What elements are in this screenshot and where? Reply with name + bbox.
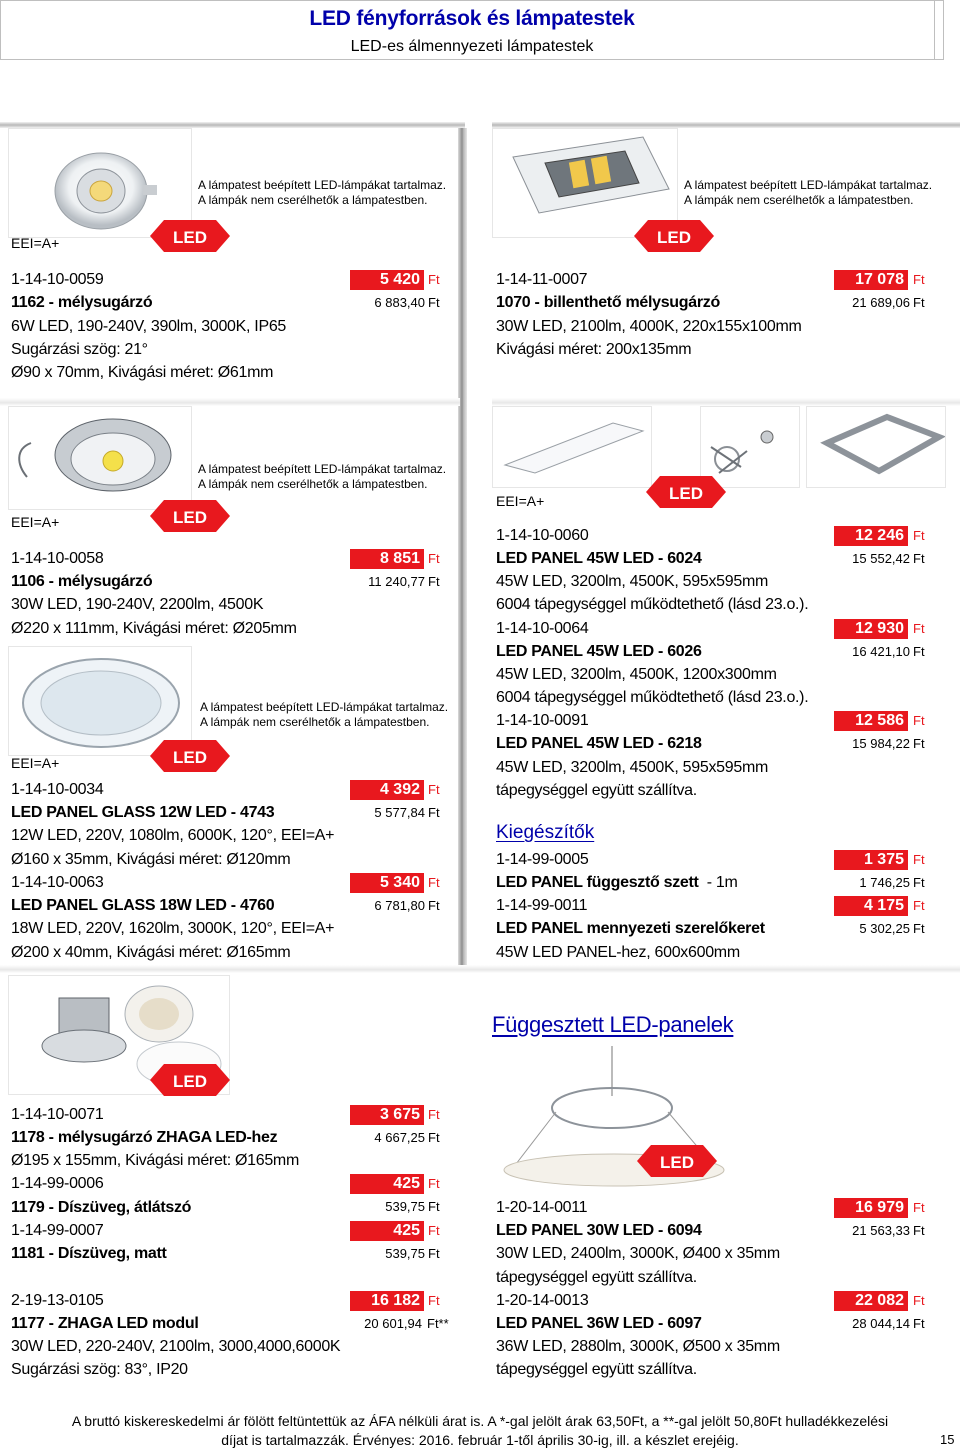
price-box: 1 375 (834, 850, 908, 870)
led-badge-icon (150, 220, 230, 252)
product-spec: Kivágási méret: 200x135mm (496, 341, 692, 358)
product-code: 1-14-10-0064 (496, 620, 589, 637)
currency: Ft (428, 875, 440, 890)
note-block-1: A lámpatest beépített LED-lámpákat tartalmaz. A lámpák nem cserélhetők a lámpatestben. (198, 178, 447, 207)
product-spec: 18W LED, 220V, 1620lm, 3000K, 120°, EEI=A+ (11, 920, 335, 937)
product-code: 2-19-13-0105 (11, 1292, 104, 1309)
product-name: LED PANEL függesztő szett - 1m (496, 874, 738, 891)
product-spec: Ø160 x 35mm, Kivágási méret: Ø120mm (11, 851, 291, 868)
product-code: 1-14-10-0071 (11, 1106, 104, 1123)
led-badge-icon (150, 1064, 230, 1096)
net-currency: Ft (428, 1199, 440, 1214)
price-box: 4 175 (834, 896, 908, 916)
svg-text:LED: LED (173, 508, 207, 527)
eei-label: EEI=A+ (11, 755, 60, 771)
product-spec: 6004 tápegységgel működtethető (lásd 23.o.). (496, 596, 809, 613)
product-code: 1-14-10-0091 (496, 712, 589, 729)
product-spec: 6004 tápegységgel működtethető (lásd 23.o.). (496, 689, 809, 706)
product-code: 1-14-99-0005 (496, 851, 589, 868)
note-block-2: A lámpatest beépített LED-lámpákat tartalmaz. A lámpák nem cserélhetők a lámpatestben. (684, 178, 933, 207)
eei-label: EEI=A+ (11, 514, 60, 530)
product-spec: 45W LED PANEL-hez, 600x600mm (496, 944, 740, 961)
net-currency: Ft (913, 1223, 925, 1238)
price-box: 425 (350, 1221, 424, 1241)
price-box: 12 246 (834, 526, 908, 546)
product-name: 1181 - Díszüveg, matt (11, 1245, 167, 1262)
net-price: 5 577,84 (374, 805, 425, 820)
product-spec: 36W LED, 2880lm, 3000K, Ø500 x 35mm (496, 1338, 780, 1355)
net-currency: Ft (913, 875, 925, 890)
page-header (0, 0, 944, 60)
svg-text:LED: LED (173, 228, 207, 247)
section-title-accessories: Kiegészítők (496, 822, 595, 843)
net-price: 20 601,94 (364, 1316, 422, 1331)
net-currency: Ft (913, 644, 925, 659)
price-box: 16 182 (350, 1291, 424, 1311)
svg-text:LED: LED (660, 1153, 694, 1172)
price-box: 12 586 (834, 711, 908, 731)
page-number: 15 (940, 1432, 955, 1447)
led-badge-icon (634, 220, 714, 252)
product-spec: 12W LED, 220V, 1080lm, 6000K, 120°, EEI=A+ (11, 827, 335, 844)
price-box: 425 (350, 1174, 424, 1194)
svg-text:LED: LED (173, 748, 207, 767)
eei-label: EEI=A+ (496, 493, 545, 509)
product-code: 1-20-14-0013 (496, 1292, 589, 1309)
product-spec: 45W LED, 3200lm, 4500K, 595x595mm (496, 759, 769, 776)
footer-line-2: díjat is tartalmazzák. Érvényes: 2016. február 1-től április 30-ig, ill. a készlet erejéig. (221, 1432, 739, 1448)
net-price: 5 302,25 (859, 921, 910, 936)
product-photo-panel (492, 406, 652, 488)
product-name: 1070 - billenthető mélysugárzó (496, 294, 720, 311)
product-code: 1-14-99-0007 (11, 1222, 104, 1239)
mount-frame-image (807, 407, 946, 488)
net-currency: Ft (913, 1316, 925, 1331)
net-currency: Ft (913, 736, 925, 751)
product-code: 1-14-10-0034 (11, 781, 104, 798)
led-panel-image (493, 407, 652, 488)
product-spec: Ø195 x 155mm, Kivágási méret: Ø165mm (11, 1152, 299, 1169)
price-box: 16 979 (834, 1198, 908, 1218)
product-name: LED PANEL 45W LED - 6026 (496, 643, 702, 660)
net-price: 28 044,14 (852, 1316, 910, 1331)
net-currency: Ft (428, 1130, 440, 1145)
page-subtitle: LED-es álmennyezeti lámpatestek (350, 38, 594, 55)
net-currency: Ft (428, 1246, 440, 1261)
net-currency: Ft (428, 898, 440, 913)
product-name: 1178 - mélysugárzó ZHAGA LED-hez (11, 1129, 278, 1146)
product-spec: tápegységgel együtt szállítva. (496, 782, 697, 799)
currency: Ft (428, 1107, 440, 1122)
net-price: 1 746,25 (859, 875, 910, 890)
product-code: 1-14-99-0006 (11, 1175, 104, 1192)
net-currency: Ft (913, 921, 925, 936)
net-price: 6 781,80 (374, 898, 425, 913)
net-currency: Ft (428, 574, 440, 589)
product-spec: tápegységgel együtt szállítva. (496, 1269, 697, 1286)
product-spec: 30W LED, 190-240V, 2200lm, 4500K (11, 596, 264, 613)
net-price: 539,75 (385, 1246, 425, 1261)
product-name: LED PANEL GLASS 12W LED - 4743 (11, 804, 275, 821)
net-price: 4 667,25 (374, 1130, 425, 1145)
band-left-mid (0, 398, 460, 406)
price-box: 5 340 (350, 873, 424, 893)
price-box: 8 851 (350, 549, 424, 569)
footer-line-1: A bruttó kiskereskedelmi ár fölött feltüntettük az ÁFA nélküli árat is. A *-gal jelölt árak 63,50Ft, a **-gal jelölt 50,80Ft hulladékkezelési (71, 1413, 889, 1429)
currency: Ft (428, 1176, 440, 1191)
currency: Ft (913, 1200, 925, 1215)
product-code: 1-14-10-0060 (496, 527, 589, 544)
svg-text:LED: LED (657, 228, 691, 247)
product-spec: 45W LED, 3200lm, 4500K, 595x595mm (496, 573, 769, 590)
currency: Ft (428, 1223, 440, 1238)
product-spec: tápegységgel együtt szállítva. (496, 1361, 697, 1378)
currency: Ft (428, 272, 440, 287)
note-block-4: A lámpatest beépített LED-lámpákat tartalmaz. A lámpák nem cserélhetők a lámpatestben. (200, 700, 449, 729)
price-box: 12 930 (834, 619, 908, 639)
product-name: 1177 - ZHAGA LED modul (11, 1315, 199, 1332)
currency: Ft (913, 1293, 925, 1308)
led-badge-icon (150, 740, 230, 772)
product-spec: Sugárzási szög: 21° (11, 341, 148, 358)
cob-downlight-image (9, 407, 192, 510)
band-bottom (0, 965, 960, 973)
net-price: 15 552,42 (852, 551, 910, 566)
product-name: 1162 - mélysugárzó (11, 294, 153, 311)
section-title-hanging: Függesztett LED-panelek (492, 1012, 734, 1037)
price-box: 4 392 (350, 780, 424, 800)
product-code: 1-14-99-0011 (496, 897, 588, 914)
product-spec: Ø220 x 111mm, Kivágási méret: Ø205mm (11, 620, 297, 637)
product-spec: 30W LED, 2400lm, 3000K, Ø400 x 35mm (496, 1245, 780, 1262)
product-name: 1106 - mélysugárzó (11, 573, 153, 590)
net-currency: Ft** (427, 1316, 449, 1331)
price-box: 3 675 (350, 1105, 424, 1125)
product-spec: Ø90 x 70mm, Kivágási méret: Ø61mm (11, 364, 274, 381)
led-badge-icon (637, 1145, 717, 1177)
product-spec: 30W LED, 220-240V, 2100lm, 3000,4000,6000K (11, 1338, 341, 1355)
product-name: 1179 - Díszüveg, átlátszó (11, 1199, 192, 1216)
net-price: 15 984,22 (852, 736, 910, 751)
note-block-3: A lámpatest beépített LED-lámpákat tartalmaz. A lámpák nem cserélhetők a lámpatestben. (198, 462, 447, 491)
net-currency: Ft (913, 551, 925, 566)
currency: Ft (913, 528, 925, 543)
net-price: 6 883,40 (374, 295, 425, 310)
currency: Ft (913, 852, 925, 867)
led-badge-icon (646, 476, 726, 508)
net-currency: Ft (428, 805, 440, 820)
column-divider (458, 128, 467, 968)
currency: Ft (913, 272, 925, 287)
currency: Ft (428, 782, 440, 797)
band-right-mid (492, 398, 960, 406)
product-code: 1-14-10-0059 (11, 271, 104, 288)
led-badge-icon (150, 500, 230, 532)
net-price: 21 563,33 (852, 1223, 910, 1238)
price-box: 5 420 (350, 270, 424, 290)
product-name: LED PANEL 45W LED - 6218 (496, 735, 702, 752)
net-price: 21 689,06 (852, 295, 910, 310)
product-code: 1-20-14-0011 (496, 1199, 588, 1216)
product-photo-frame (806, 406, 946, 488)
product-photo-0058 (8, 406, 192, 510)
product-spec: Sugárzási szög: 83°, IP20 (11, 1361, 188, 1378)
net-price: 11 240,77 (368, 574, 425, 589)
product-name: LED PANEL 30W LED - 6094 (496, 1222, 702, 1239)
net-price: 539,75 (385, 1199, 425, 1214)
svg-text:LED: LED (173, 1072, 207, 1091)
currency: Ft (913, 621, 925, 636)
product-code: 1-14-10-0058 (11, 550, 104, 567)
product-name: LED PANEL 36W LED - 6097 (496, 1315, 702, 1332)
currency: Ft (913, 898, 925, 913)
product-spec: 45W LED, 3200lm, 4500K, 1200x300mm (496, 666, 777, 683)
product-name: LED PANEL GLASS 18W LED - 4760 (11, 897, 275, 914)
net-currency: Ft (428, 295, 440, 310)
product-spec: Ø200 x 40mm, Kivágási méret: Ø165mm (11, 944, 291, 961)
svg-text:LED: LED (669, 484, 703, 503)
currency: Ft (428, 551, 440, 566)
header-edge (934, 0, 935, 60)
price-box: 22 082 (834, 1291, 908, 1311)
product-code: 1-14-10-0063 (11, 874, 104, 891)
page-title: LED fényforrások és lámpatestek (309, 7, 635, 30)
product-name: LED PANEL mennyezeti szerelőkeret (496, 920, 765, 937)
price-box: 17 078 (834, 270, 908, 290)
currency: Ft (428, 1293, 440, 1308)
net-price: 16 421,10 (852, 644, 910, 659)
currency: Ft (913, 713, 925, 728)
product-code: 1-14-11-0007 (496, 271, 588, 288)
product-spec: 6W LED, 190-240V, 390lm, 3000K, IP65 (11, 318, 287, 335)
product-name: LED PANEL 45W LED - 6024 (496, 550, 702, 567)
net-currency: Ft (913, 295, 925, 310)
eei-label: EEI=A+ (11, 235, 60, 251)
product-spec: 30W LED, 2100lm, 4000K, 220x155x100mm (496, 318, 802, 335)
